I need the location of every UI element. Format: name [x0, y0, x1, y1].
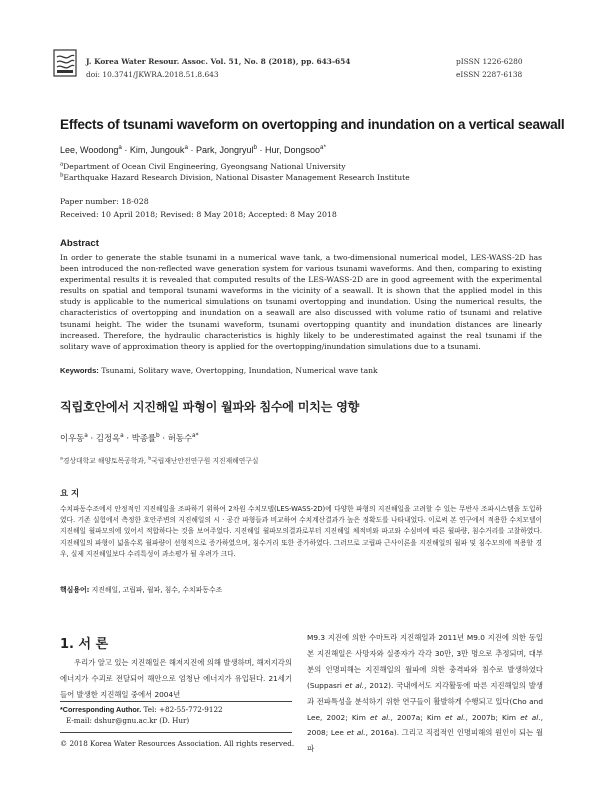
copyright-divider — [60, 732, 292, 733]
affiliation-b: $^b$Earthquake Hazard Research Division, National Disaster Management Research Institute — [60, 172, 410, 182]
korean-abstract-text: 수치파동수조에서 안정적인 지진해일을 조파하기 위하여 2차원 수치모델(LES-WASS-2D)에 다양한 파형의 지진해일을 고려할 수 있는 무반사 조파시스템을 도입하였다. 기존 실험에서 측정한 호안주변의 지진해일의 시 · 공간 파형들과 비교하여 수치계산결과가 높은 정확도를 나타내었다. 이로써 본 연구에서 적용한 수치모델이 지진해일 월파모의에 있어서 적합하다는 것을 보여주었다. 지진해일 월파모의결과로부터 지진해일 체적비와 파고와 수심비에 따른 월파량, 침수거리를 고찰하였다. 지진해일의 파형이 넓을수록 월파량이 선형적으로 증가하였으며, 침수거리 또한 증가하였다. 그러므로 고립파 근사이론을 지진해일의 월파 및 침수모의에 적용할 경우, 실제 지진해일보다 수리특성이 과소평가 될 우려가 크다. — [60, 505, 542, 558]
keywords: Keywords: Tsunami, Solitary wave, Overtopping, Inundation, Numerical wave tank — [60, 366, 378, 375]
korean-abstract-heading: 요 지 — [60, 488, 80, 498]
korean-keywords: 핵심용어: 지진해일, 고립파, 월파, 침수, 수치파동수조 — [60, 586, 223, 594]
korean-author-list: 이우동$^a$ · 김정옥$^a$ · 박종률$^b$ · 허동수$^{a*}$ — [60, 433, 199, 443]
affiliation-a: $^a$Department of Ocean Civil Engineering, Gyeongsang National University — [60, 161, 346, 171]
author-name: Lee, Woodong — [60, 145, 119, 155]
intro-right-paragraph: M9.3 지진에 의한 수마트라 지진해일과 2011년 M9.0 지진에 의한 동일본 지진해일은 사망자와 실종자가 각각 30만, 3만 명으로 추정되며, 대부분의 인명피해는 지진해일의 월파에 의한 충격파와 침수로 발생하였다(Suppasri et al., 2012). 국내에서도 지각활동에 따른 지진해일의 발생과 전파특성을 분석하기 위한 연구들이 활발하게 수행되고 있다(Cho and Lee, 2002; Kim et al., 2007a; Kim et al., 2007b; Kim et al., 2008; Lee et al., 2016a). 그리고 직접적인 인명피해의 원인이 되는 월파 — [307, 633, 543, 754]
footnote-divider — [60, 701, 292, 702]
pissn: pISSN 1226-6280 — [456, 57, 523, 66]
received-dates: Received: 10 April 2018; Revised: 8 May 2018; Accepted: 8 May 2018 — [60, 210, 337, 219]
eissn: eISSN 2287-6138 — [456, 70, 523, 79]
author-list: Lee, Woodong$^a$ · Kim, Jungouk$^a$ · Park, Jongryul$^b$ · Hur, Dongsoo$^{a*}$ — [60, 144, 326, 155]
intro-heading: 1. 서 론 — [60, 637, 109, 652]
jkwra-journal-logo-icon — [52, 48, 78, 78]
corresponding-email[interactable]: E-mail: dshur@gnu.ac.kr (D. Hur) — [66, 716, 190, 725]
paper-title: Effects of tsunami waveform on overtopping and inundation on a vertical seawall — [60, 117, 565, 132]
abstract-text: In order to generate the stable tsunami in a numerical wave tank, a two-dimensional numerical model, LES-WASS-2D has been introduced the non-reflected wave generation system for various tsunami waveforms. And then, comparing to existing experimental results it is revealed that computed results of the LES-WASS-2D are in good agreement with the experimental results on spatial and temporal tsunami waveforms in the vicinity of a seawall. It is shown that the applied model in this study is applicable to the numerical simulations on tsunami overtopping and inundation. Using the numerical results, the characteristics of overtopping and inundation on a seawall are also discussed with volume ratio of tsunami and relative tsunami height. The wider the tsunami waveform, tsunami overtopping quantity and inundation distances are linearly increased. Therefore, the hydraulic characteristics is highly likely to be underestimated against the real tsunami if the solitary wave of approximation theory is applied for the overtopping/inundation simulations due to a tsunami. — [60, 253, 542, 351]
journal-citation: J. Korea Water Resour. Assoc. Vol. 51, No. 8 (2018), pp. 643-654 — [86, 57, 351, 66]
corresponding-author: *Corresponding Author. Tel: +82-55-772-9122 — [60, 705, 223, 714]
copyright: © 2018 Korea Water Resources Association. All rights reserved. — [60, 739, 295, 748]
author-name: Kim, Jungouk — [129, 145, 185, 155]
intro-left-paragraph: 우리가 알고 있는 지진해일은 해저지진에 의해 발생하며, 해저지각의 에너지가 수괴로 전달되어 해안으로 엄청난 에너지가 유입된다. 21세기 들어 발생한 지진해일 중에서 2004년 — [60, 658, 292, 699]
paper-number: Paper number: 18-028 — [60, 197, 149, 206]
korean-title: 직립호안에서 지진해일 파형이 월파와 침수에 미치는 영향 — [60, 400, 360, 414]
doi-link[interactable]: doi: 10.3741/JKWRA.2018.51.8.643 — [86, 70, 219, 79]
abstract-heading: Abstract — [60, 238, 99, 249]
author-name: Hur, Dongsoo — [265, 145, 321, 155]
korean-affiliations: $^a$경상대학교 해양토목공학과, $^b$국립재난안전연구원 지진재해연구실 — [60, 456, 259, 465]
author-name: Park, Jongryul — [195, 145, 254, 155]
